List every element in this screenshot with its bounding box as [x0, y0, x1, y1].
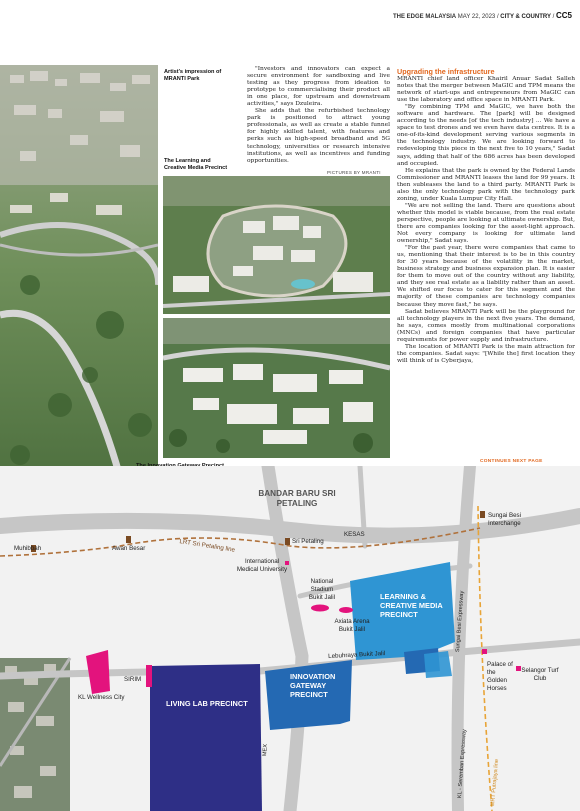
label-kesas: KESAS	[344, 531, 365, 538]
paragraph: "We are not selling the land. There are questions about whether this model is viable because, from the real estate perspective, people are looking at ultimate ownership. But, there are companies looking for the asset-light approach. Not every company is looking for ultimate land ownership," Sadat says.	[397, 202, 575, 245]
label-sirim: SIRIM	[124, 676, 142, 683]
innovation-precinct-photo	[163, 318, 390, 458]
section-name: CITY & COUNTRY	[500, 14, 551, 20]
label-muhibbah: Muhibbah	[14, 545, 42, 552]
label-learning-precinct: LEARNING & CREATIVE MEDIA PRECINCT	[380, 592, 443, 619]
aerial-inset	[0, 658, 70, 811]
living-lab-precinct-shape	[150, 664, 262, 811]
article-column-2	[397, 76, 575, 365]
paragraph: "For the past year, there were companies that came to us, mentioning that their interest is to be in this country for 30 years because of the volatility in the market, business strategy and business expansion plan. It is easier for them to move out of the country without any liability, and they see real estate as a liability rather than an asset. We shifted our focus to cater for this segment and the majority of these companies are technology companies because they move fast," he says.	[397, 245, 575, 308]
issue-date: MAY 22, 2023	[457, 14, 496, 20]
label-palace-golden-horses: Palace of the Golden Horses	[487, 661, 513, 692]
article-column-1	[247, 66, 390, 165]
label-mex: MEX	[262, 743, 269, 757]
learning-precinct-photo	[163, 176, 390, 314]
label-bandar-baru: BANDAR BARU SRI PETALING	[258, 489, 336, 508]
caption-artists-impression: Artist's impression of MRANTI Park	[164, 69, 222, 82]
label-living-lab-precinct: LIVING LAB PRECINCT	[166, 699, 248, 708]
label-sri-petaling: Sri Petaling	[292, 538, 324, 545]
page-number: CC5	[555, 11, 572, 20]
label-lrt-line: LRT Sri Petaling line	[178, 538, 236, 554]
paragraph: "By combining TPM and MaGIC, we have both the software and hardware. The [park] will be designed according to the needs [of the tech industry] ... We have a space to test drones and we even have data centres. It is a one-of-its-kind development serving various segments in the technology industry. We are looking forward to redeveloping this piece in the next five to 10 years," Sadat says, adding that half of the 686 acres has been developed and occupied.	[397, 104, 575, 167]
label-sungai-besi-interchange: Sungai Besi Interchange	[488, 512, 522, 527]
brand-name: THE EDGE MALAYSIA	[393, 14, 457, 20]
label-mrt-putrajaya: MRT Putrajaya line	[490, 758, 501, 807]
paragraph: "Investors and innovators can expect a secure environment for sandboxing and live testing as they progress from ideation to prototype to commercialising their product all in one place, for upstream and downstream activities," says Dzuleira.	[247, 66, 390, 108]
label-awan-besar: Awan Besar	[112, 545, 146, 552]
paragraph: The location of MRANTI Park is the main attraction for the companies. Sadat says: "[While the] first location they will think of is Cyberjaya,	[397, 343, 575, 364]
label-imu: International Medical University	[236, 558, 288, 573]
label-selangor-turf-club: Selangor Turf Club	[521, 667, 559, 682]
continues-next-page: CONTINUES NEXT PAGE	[480, 459, 543, 464]
paragraph: He explains that the park is owned by the Federal Lands Commissioner and MRANTI leases the land for 99 years. It then subleases the land to a third party. MRANTI Park is also the only technology park with the technology park zoning, under Kuala Lumpur City Hall.	[397, 167, 575, 202]
location-map	[0, 466, 580, 811]
aerial-photo-left	[0, 65, 158, 477]
label-sungai-besi-expressway: Sungai Besi Expressway	[455, 590, 466, 653]
label-axiata-arena: Axiata Arena Bukit Jalil	[334, 618, 370, 633]
label-national-stadium: National Stadium Bukit Jalil	[308, 578, 336, 601]
photo-credit: PICTURES BY MRANTI	[327, 170, 381, 175]
label-innovation-precinct: INNOVATION GATEWAY PRECINCT	[290, 672, 336, 699]
paragraph: MRANTI chief land officer Khairil Anuar Sadat Salleh notes that the merger between MaGIC and TPM means the network of start-ups and entrepreneurs from MaGIC can use the laboratory and office space in MRANTI Park.	[397, 76, 575, 104]
paragraph: She adds that the refurbished technology park is positioned to attract young professionals, as well as create a stable funnel for highly skilled talent, with features and perks such as high-speed broadband and 5G technology, universities or research intensive institutions, as well as incentives and funding opportunities.	[247, 108, 390, 164]
label-kl-wellness-city: KL Wellness City	[78, 694, 125, 701]
label-lebuhraya-bukit-jalil: Lebuhraya Bukit Jalil	[328, 650, 386, 660]
page-header: THE EDGE MALAYSIA MAY 22, 2023 / CITY & COUNTRY / CC5	[393, 11, 572, 20]
caption-learning-precinct: The Learning and Creative Media Precinct	[164, 158, 228, 171]
paragraph: Sadat believes MRANTI Park will be the playground for all technology players in the next five years. The demand, he says, comes mostly from multinational corporations (MNCs) and foreign companies that have particular requirements for power supply and infrastructure.	[397, 308, 575, 343]
subhead: Upgrading the infrastructure	[397, 67, 495, 76]
label-kl-seremban-expressway: KL - Seremban Expressway	[457, 729, 468, 799]
